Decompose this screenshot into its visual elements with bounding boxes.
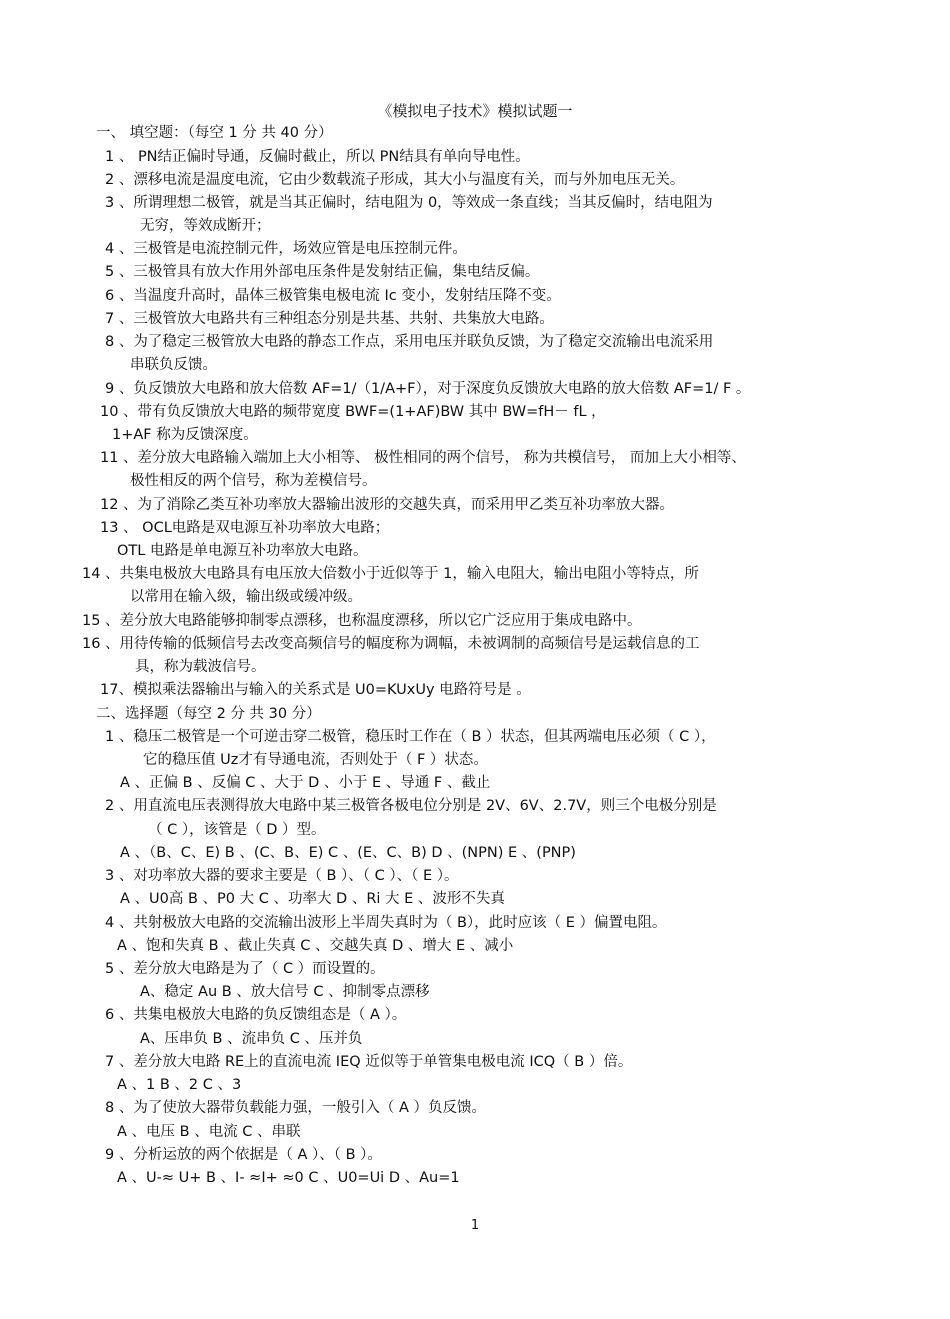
text-line: 11 、差分放大电路输入端加上大小相等、 极性相同的两个信号， 称为共模信号， 而加上大小相等、: [100, 450, 746, 466]
page-title: 《模拟电子技术》模拟试题一: [377, 102, 573, 120]
text-line: 1+AF 称为反馈深度。: [112, 427, 258, 443]
text-line: 7 、三极管放大电路共有三种组态分别是共基、共射、共集放大电路。: [105, 311, 554, 327]
text-line: 6 、共集电极放大电路的负反馈组态是（ A ）。: [105, 1007, 407, 1023]
text-line: 4 、三极管是电流控制元件，场效应管是电压控制元件。: [105, 241, 467, 257]
text-line: 17、模拟乘法器输出与输入的关系式是 U0=KUxUy 电路符号是 。: [100, 682, 531, 698]
section-heading: 二、选择题（每空 2 分 共 30 分）: [96, 706, 321, 722]
text-line: 9 、负反馈放大电路和放大倍数 AF=1/（1/A+F），对于深度负反馈放大电路的放大倍数 AF=1/ F 。: [105, 381, 751, 397]
text-line: A、稳定 Au B 、放大信号 C 、抑制零点漂移: [140, 984, 430, 1000]
text-line: 12 、为了消除乙类互补功率放大器输出波形的交越失真，而采用甲乙类互补功率放大器。: [100, 497, 675, 513]
text-line: A 、饱和失真 B 、截止失真 C 、交越失真 D 、增大 E 、减小: [117, 938, 514, 954]
text-line: A 、U-≈ U+ B 、I- ≈I+ ≈0 C 、U0=Ui D 、Au=1: [117, 1170, 460, 1186]
text-line: 1 、稳压二极管是一个可逆击穿二极管，稳压时工作在（ B ）状态，但其两端电压必须（ C ），: [105, 729, 716, 745]
text-line: A 、1 B 、2 C 、3: [117, 1077, 242, 1093]
text-line: 16 、用待传输的低频信号去改变高频信号的幅度称为调幅，未被调制的高频信号是运载信息的工: [82, 636, 700, 652]
text-line: A 、U0高 B 、P0 大 C 、功率大 D 、Ri 大 E 、波形不失真: [120, 891, 505, 907]
text-line: 5 、差分放大电路是为了（ C ）而设置的。: [105, 961, 385, 977]
text-line: 7 、差分放大电路 RE上的直流电流 IEQ 近似等于单管集电极电流 ICQ（ B ）倍。: [105, 1054, 633, 1070]
text-line: 2 、漂移电流是温度电流，它由少数载流子形成，其大小与温度有关，而与外加电压无关。: [105, 172, 685, 188]
page-number: 1: [470, 1218, 480, 1233]
text-line: 具，称为载波信号。: [135, 659, 266, 675]
text-line: 3 、所谓理想二极管，就是当其正偏时，结电阻为 0，等效成一条直线；当其反偏时，结电阻为: [105, 195, 713, 211]
text-line: A 、电压 B 、电流 C 、串联: [117, 1124, 301, 1140]
text-line: A 、正偏 B 、反偏 C 、大于 D 、小于 E 、导通 F 、截止: [120, 775, 491, 791]
text-line: 10 、带有负反馈放大电路的频带宽度 BWF=(1+AF)BW 其中 BW=fH－ fL ，: [100, 404, 606, 420]
text-line: 9 、分析运放的两个依据是（ A ）、（ B ）。: [105, 1147, 382, 1163]
text-line: 8 、为了使放大器带负载能力强，一般引入（ A ）负反馈。: [105, 1100, 486, 1116]
text-line: （ C ），该管是（ D ）型。: [148, 822, 326, 838]
text-line: 15 、差分放大电路能够抑制零点漂移，也称温度漂移，所以它广泛应用于集成电路中。: [82, 613, 642, 629]
text-line: OTL 电路是单电源互补功率放大电路。: [117, 543, 368, 559]
text-line: 极性相反的两个信号，称为差模信号。: [130, 473, 377, 489]
text-line: 3 、对功率放大器的要求主要是（ B ）、（ C ）、（ E ）。: [105, 868, 459, 884]
text-line: 13 、 OCL电路是双电源互补功率放大电路；: [100, 520, 390, 536]
text-line: 1 、 PN结正偏时导通，反偏时截止，所以 PN结具有单向导电性。: [105, 149, 530, 165]
text-line: 2 、用直流电压表测得放大电路中某三极管各极电位分别是 2V、6V、2.7V，则三个电极分别是: [105, 798, 717, 814]
text-line: 4 、共射极放大电路的交流输出波形上半周失真时为（ B），此时应该（ E ）偏置电阻。: [105, 915, 667, 931]
text-line: 以常用在输入级，输出级或缓冲级。: [130, 589, 362, 605]
text-line: 8 、为了稳定三极管放大电路的静态工作点，采用电压并联负反馈，为了稳定交流输出电流采用: [105, 334, 714, 350]
section-heading: 一、 填空题：（每空 1 分 共 40 分）: [96, 125, 333, 141]
text-line: 14 、共集电极放大电路具有电压放大倍数小于近似等于 1，输入电阻大，输出电阻小等特点，所: [82, 566, 699, 582]
text-line: A、压串负 B 、流串负 C 、压并负: [140, 1031, 363, 1047]
text-line: 6 、当温度升高时，晶体三极管集电极电流 Ic 变小，发射结压降不变。: [105, 288, 561, 304]
text-line: 5 、三极管具有放大作用外部电压条件是发射结正偏，集电结反偏。: [105, 264, 540, 280]
text-line: 无穷，等效成断开；: [140, 218, 271, 234]
text-line: 串联负反馈。: [130, 357, 217, 373]
text-line: A 、（B、C、E) B 、(C、B、E) C 、(E、C、B) D 、(NPN) E 、(PNP): [120, 845, 576, 861]
text-line: 它的稳压值 Uz才有导通电流，否则处于（ F ）状态。: [143, 752, 488, 768]
